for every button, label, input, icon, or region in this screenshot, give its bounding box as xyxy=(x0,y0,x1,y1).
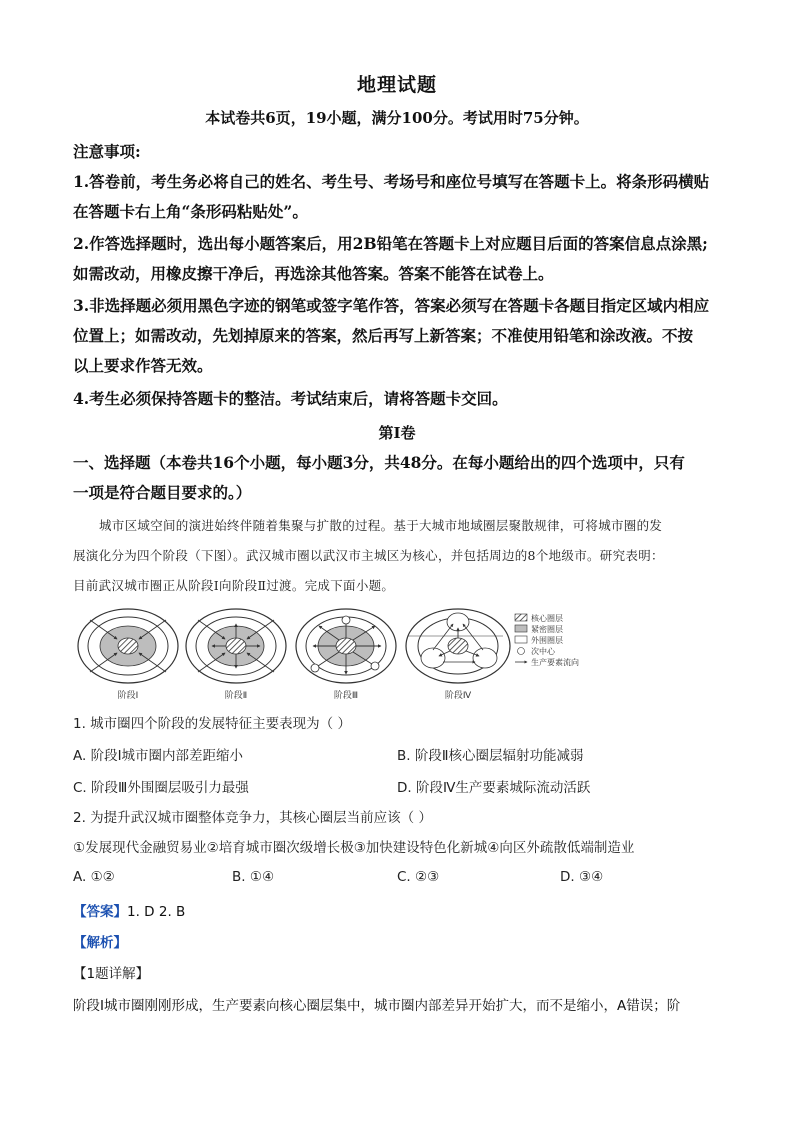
stage-1-label: 阶段Ⅰ xyxy=(117,691,139,701)
notice-line-5: 3.非选择题必须用黑色字迹的钢笔或签字笔作答，答案必须写在答题卡各题目指定区域内相应 xyxy=(73,296,710,315)
answer-line xyxy=(73,900,185,920)
legend-outer-swatch xyxy=(515,636,527,643)
notice-line-8: 4.考生必须保持答题卡的整洁。考试结束后，请将答题卡交回。 xyxy=(73,389,508,408)
exam-subtitle: 本试卷共6页，19小题，满分100分。考试用时75分钟。 xyxy=(205,109,589,127)
legend-subcenter-label: 次中心 xyxy=(531,647,555,656)
analysis-label xyxy=(73,931,127,951)
question-1-option-b: B. 阶段Ⅱ核心圈层辐射功能减弱 xyxy=(397,748,584,764)
notice-line-3: 2.作答选择题时，选出每小题答案后，用2B铅笔在答题卡上对应题目后面的答案信息点涂黑; xyxy=(73,234,708,253)
notice-line-6: 位置上；如需改动，先划掉原来的答案，然后再写上新答案；不准使用铅笔和涂改液。不按 xyxy=(73,326,694,345)
question-2-option-d: D. ③④ xyxy=(560,869,604,885)
notice-heading: 注意事项: xyxy=(73,142,141,161)
question-1-stem: 1. 城市圈四个阶段的发展特征主要表现为（ ） xyxy=(73,716,351,732)
stage-4-figure xyxy=(406,609,510,701)
stage-2-figure xyxy=(186,609,286,701)
answer-text: 1. D 2. B xyxy=(127,904,186,920)
analysis-label-text: 【解析】 xyxy=(73,935,127,951)
passage-line-3: 目前武汉城市圈正从阶段Ⅰ向阶段Ⅱ过渡。完成下面小题。 xyxy=(73,578,395,593)
legend-core-swatch xyxy=(515,614,527,621)
diagram-legend xyxy=(515,613,579,667)
city-circle-stages-diagram xyxy=(75,606,715,706)
answer-label: 【答案】 xyxy=(73,904,127,920)
legend-flow-label: 生产要素流向 xyxy=(531,658,579,667)
question-2-statements: ①发展现代金融贸易业②培育城市圈次级增长极③加快建设特色化新城④向区外疏散低端制造业 xyxy=(73,840,635,856)
notice-line-1: 1.答卷前，考生务必将自己的姓名、考生号、考场号和座位号填写在答题卡上。将条形码横贴 xyxy=(73,172,710,191)
detail-heading: 【1题详解】 xyxy=(73,966,150,982)
section-heading-line-1: 一、选择题（本卷共16个小题，每小题3分，共48分。在每小题给出的四个选项中，只有 xyxy=(73,453,685,472)
question-2-option-a: A. ①② xyxy=(73,869,115,885)
stage-1-figure xyxy=(78,609,178,701)
legend-subcenter-icon xyxy=(518,648,525,655)
notice-line-4: 如需改动，用橡皮擦干净后，再选涂其他答案。答案不能答在试卷上。 xyxy=(73,264,554,283)
stage-3-label: 阶段Ⅲ xyxy=(333,691,359,701)
section-heading-line-2: 一项是符合题目要求的。） xyxy=(73,483,252,502)
detail-text: 阶段Ⅰ城市圈刚刚形成，生产要素向核心圈层集中，城市圈内部差异开始扩大，而不是缩小，A错误；阶 xyxy=(73,998,681,1014)
question-1-option-a: A. 阶段Ⅰ城市圈内部差距缩小 xyxy=(73,748,244,764)
question-1-option-c: C. 阶段Ⅲ外围圈层吸引力最强 xyxy=(73,780,249,796)
question-1-option-d: D. 阶段Ⅳ生产要素城际流动活跃 xyxy=(397,780,591,796)
stage-2-label: 阶段Ⅱ xyxy=(224,691,248,701)
notice-line-2: 在答题卡右上角“条形码粘贴处”。 xyxy=(73,202,308,221)
question-2-option-c: C. ②③ xyxy=(397,869,440,885)
legend-core-label: 核心圈层 xyxy=(531,614,563,623)
page-title: 地理试题 xyxy=(356,74,437,96)
stage-3-figure xyxy=(296,609,396,701)
passage-line-1: 城市区域空间的演进始终伴随着集聚与扩散的过程。基于大城市地域圈层聚散规律，可将城市圈的发 xyxy=(99,518,663,533)
section-title: 第Ⅰ卷 xyxy=(378,424,416,442)
legend-outer-label: 外围圈层 xyxy=(531,636,563,645)
passage-line-2: 展演化分为四个阶段（下图）。武汉城市圈以武汉市主城区为核心，并包括周边的8个地级市。研究表明： xyxy=(73,548,664,563)
question-2-option-b: B. ①④ xyxy=(232,869,275,885)
legend-close-label: 紧密圈层 xyxy=(531,625,563,634)
notice-line-7: 以上要求作答无效。 xyxy=(73,356,213,375)
question-2-stem: 2. 为提升武汉城市圈整体竞争力，其核心圈层当前应该（ ） xyxy=(73,810,432,826)
stage-4-label: 阶段Ⅳ xyxy=(444,691,472,701)
legend-close-swatch xyxy=(515,625,527,632)
